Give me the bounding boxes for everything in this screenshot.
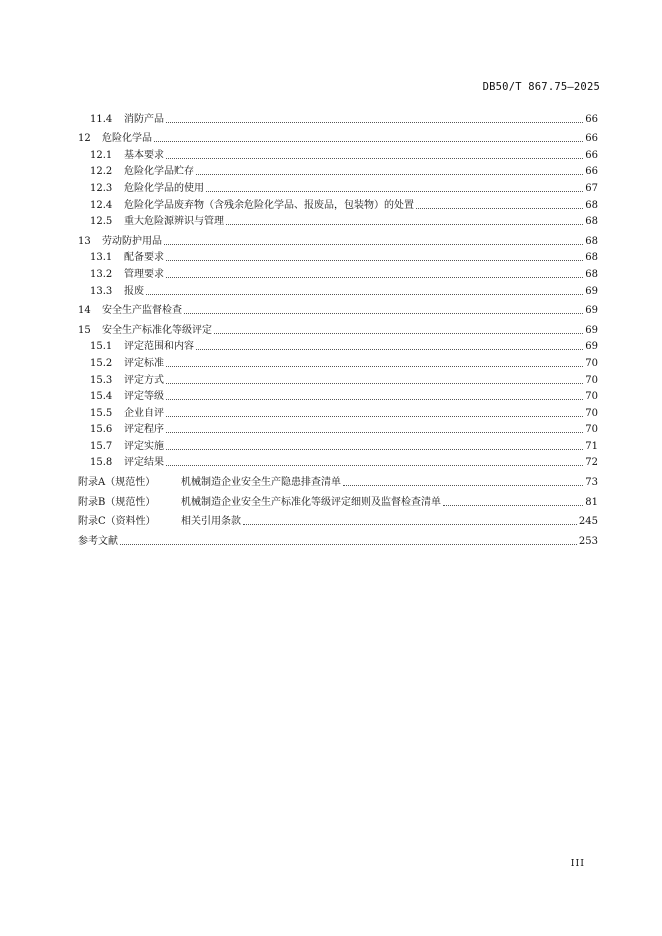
dot-leader: [166, 465, 583, 466]
toc-entry-page: 69: [585, 324, 598, 336]
toc-entry-page: 67: [585, 182, 598, 194]
toc-entry-page: 70: [585, 357, 598, 369]
toc-entry-page: 70: [585, 391, 598, 403]
toc-entry[interactable]: [78, 264, 598, 281]
toc-entry-number: 12.1: [90, 149, 113, 161]
toc-entry[interactable]: [78, 195, 598, 212]
toc-entry[interactable]: [78, 145, 598, 162]
toc-entry-number: 15.7: [90, 440, 113, 452]
toc-entry-number: 15: [78, 324, 91, 336]
dot-leader: [343, 485, 583, 486]
toc-entry-page: 66: [585, 133, 598, 145]
toc-entry[interactable]: [78, 472, 598, 489]
dot-leader: [214, 333, 583, 334]
dot-leader: [226, 224, 583, 225]
toc-entry[interactable]: [78, 387, 598, 404]
toc-entry[interactable]: [78, 248, 598, 265]
dot-leader: [184, 313, 583, 314]
toc-entry-number: 13.1: [90, 252, 113, 264]
toc-entry-title: 消防产品: [124, 113, 164, 125]
toc-entry-title: 评定程序: [124, 424, 164, 436]
toc-entry-page: 68: [585, 235, 598, 247]
toc-entry[interactable]: [78, 436, 598, 453]
standard-code: DB50/T 867.75—2025: [482, 81, 600, 93]
toc-entry-title: 重大危险源辨识与管理: [124, 216, 224, 228]
toc-entry[interactable]: [78, 212, 598, 229]
toc-entry-number: 15.5: [90, 407, 113, 419]
toc-entry-page: 66: [585, 166, 598, 178]
toc-entry-title: 评定实施: [124, 440, 164, 452]
dot-leader: [120, 544, 577, 545]
toc-entry-page: 81: [585, 496, 598, 508]
dot-leader: [166, 399, 583, 400]
toc-entry-title: 评定范围和内容: [124, 341, 194, 353]
toc-entry-number: 15.1: [90, 341, 113, 353]
toc-entry[interactable]: [78, 353, 598, 370]
toc-entry[interactable]: [78, 281, 598, 298]
toc-entry-title: 配备要求: [124, 252, 164, 264]
toc-entry-number: 15.8: [90, 457, 113, 469]
table-of-contents: [78, 109, 598, 548]
dot-leader: [166, 383, 583, 384]
toc-entry-title: 相关引用条款: [181, 516, 241, 528]
toc-entry-title: 报废: [124, 285, 144, 297]
toc-entry-title: 危险化学品贮存: [124, 166, 194, 178]
toc-entry-page: 69: [585, 341, 598, 353]
dot-leader: [243, 524, 577, 525]
toc-entry-number: 附录A（规范性）: [78, 477, 156, 489]
toc-entry-title: 安全生产监督检查: [102, 305, 182, 317]
toc-entry-number: 15.6: [90, 424, 113, 436]
dot-leader: [196, 174, 583, 175]
page-number: III: [570, 858, 585, 869]
toc-entry-page: 69: [585, 285, 598, 297]
toc-entry-number: 附录B（规范性）: [78, 496, 156, 508]
toc-entry-title: 劳动防护用品: [102, 235, 162, 247]
dot-leader: [166, 260, 583, 261]
toc-entry-page: 66: [585, 113, 598, 125]
toc-entry-title: 基本要求: [124, 149, 164, 161]
dot-leader: [443, 505, 583, 506]
toc-entry[interactable]: [78, 531, 598, 548]
toc-entry-page: 70: [585, 424, 598, 436]
toc-entry-page: 245: [578, 516, 598, 528]
toc-entry-number: 13: [78, 235, 91, 247]
dot-leader: [146, 294, 583, 295]
toc-entry-page: 68: [585, 199, 598, 211]
dot-leader: [166, 432, 583, 433]
dot-leader: [164, 244, 583, 245]
toc-entry[interactable]: [78, 231, 598, 248]
toc-entry[interactable]: [78, 178, 598, 195]
toc-entry-page: 68: [585, 252, 598, 264]
toc-entry-page: 66: [585, 149, 598, 161]
toc-entry-page: 71: [585, 440, 598, 452]
dot-leader: [206, 191, 583, 192]
toc-entry[interactable]: [78, 320, 598, 337]
toc-entry-number: 15.4: [90, 391, 113, 403]
toc-entry-title: 参考文献: [78, 535, 118, 547]
dot-leader: [166, 366, 583, 367]
toc-entry-title: 评定结果: [124, 457, 164, 469]
toc-entry-number: 13.2: [90, 268, 113, 280]
toc-entry-page: 253: [578, 535, 598, 547]
dot-leader: [166, 449, 583, 450]
toc-entry[interactable]: [78, 109, 598, 126]
dot-leader: [416, 208, 583, 209]
toc-entry-title: 安全生产标准化等级评定: [102, 324, 212, 336]
toc-entry-number: 11.4: [90, 113, 113, 125]
toc-entry-page: 68: [585, 268, 598, 280]
toc-entry[interactable]: [78, 403, 598, 420]
toc-entry-page: 70: [585, 407, 598, 419]
toc-entry-title: 企业自评: [124, 407, 164, 419]
toc-entry-page: 68: [585, 216, 598, 228]
toc-entry[interactable]: [78, 129, 598, 146]
toc-entry[interactable]: [78, 301, 598, 318]
toc-entry-number: 12.3: [90, 182, 113, 194]
toc-entry-title: 机械制造企业安全生产标准化等级评定细则及监督检查清单: [181, 496, 441, 508]
toc-entry-title: 评定方式: [124, 374, 164, 386]
toc-entry-title: 管理要求: [124, 268, 164, 280]
toc-entry[interactable]: [78, 453, 598, 470]
toc-entry-page: 73: [585, 477, 598, 489]
toc-entry-title: 危险化学品废弃物（含残余危险化学品、报废品，包装物）的处置: [124, 199, 414, 211]
toc-entry-number: 14: [78, 305, 91, 317]
toc-entry-number: 12.5: [90, 216, 113, 228]
dot-leader: [196, 349, 583, 350]
toc-entry[interactable]: [78, 370, 598, 387]
toc-entry-title: 危险化学品: [102, 133, 152, 145]
toc-entry-number: 12: [78, 133, 91, 145]
toc-entry-page: 72: [585, 457, 598, 469]
toc-entry-number: 附录C（资料性）: [78, 516, 156, 528]
dot-leader: [166, 416, 583, 417]
toc-entry[interactable]: [78, 420, 598, 437]
dot-leader: [166, 277, 583, 278]
toc-entry-page: 70: [585, 374, 598, 386]
toc-entry-title: 评定等级: [124, 391, 164, 403]
toc-entry[interactable]: [78, 337, 598, 354]
toc-entry-number: 12.4: [90, 199, 113, 211]
toc-entry[interactable]: [78, 162, 598, 179]
toc-entry-number: 15.2: [90, 357, 113, 369]
toc-entry-title: 机械制造企业安全生产隐患排查清单: [181, 477, 341, 489]
toc-entry-number: 13.3: [90, 285, 113, 297]
toc-entry-number: 15.3: [90, 374, 113, 386]
dot-leader: [154, 141, 583, 142]
toc-entry[interactable]: [78, 512, 598, 529]
toc-entry-number: 12.2: [90, 166, 113, 178]
dot-leader: [166, 158, 583, 159]
dot-leader: [166, 122, 583, 123]
toc-entry-title: 评定标准: [124, 357, 164, 369]
toc-entry[interactable]: [78, 492, 598, 509]
toc-entry-page: 69: [585, 305, 598, 317]
toc-entry-title: 危险化学品的使用: [124, 182, 204, 194]
